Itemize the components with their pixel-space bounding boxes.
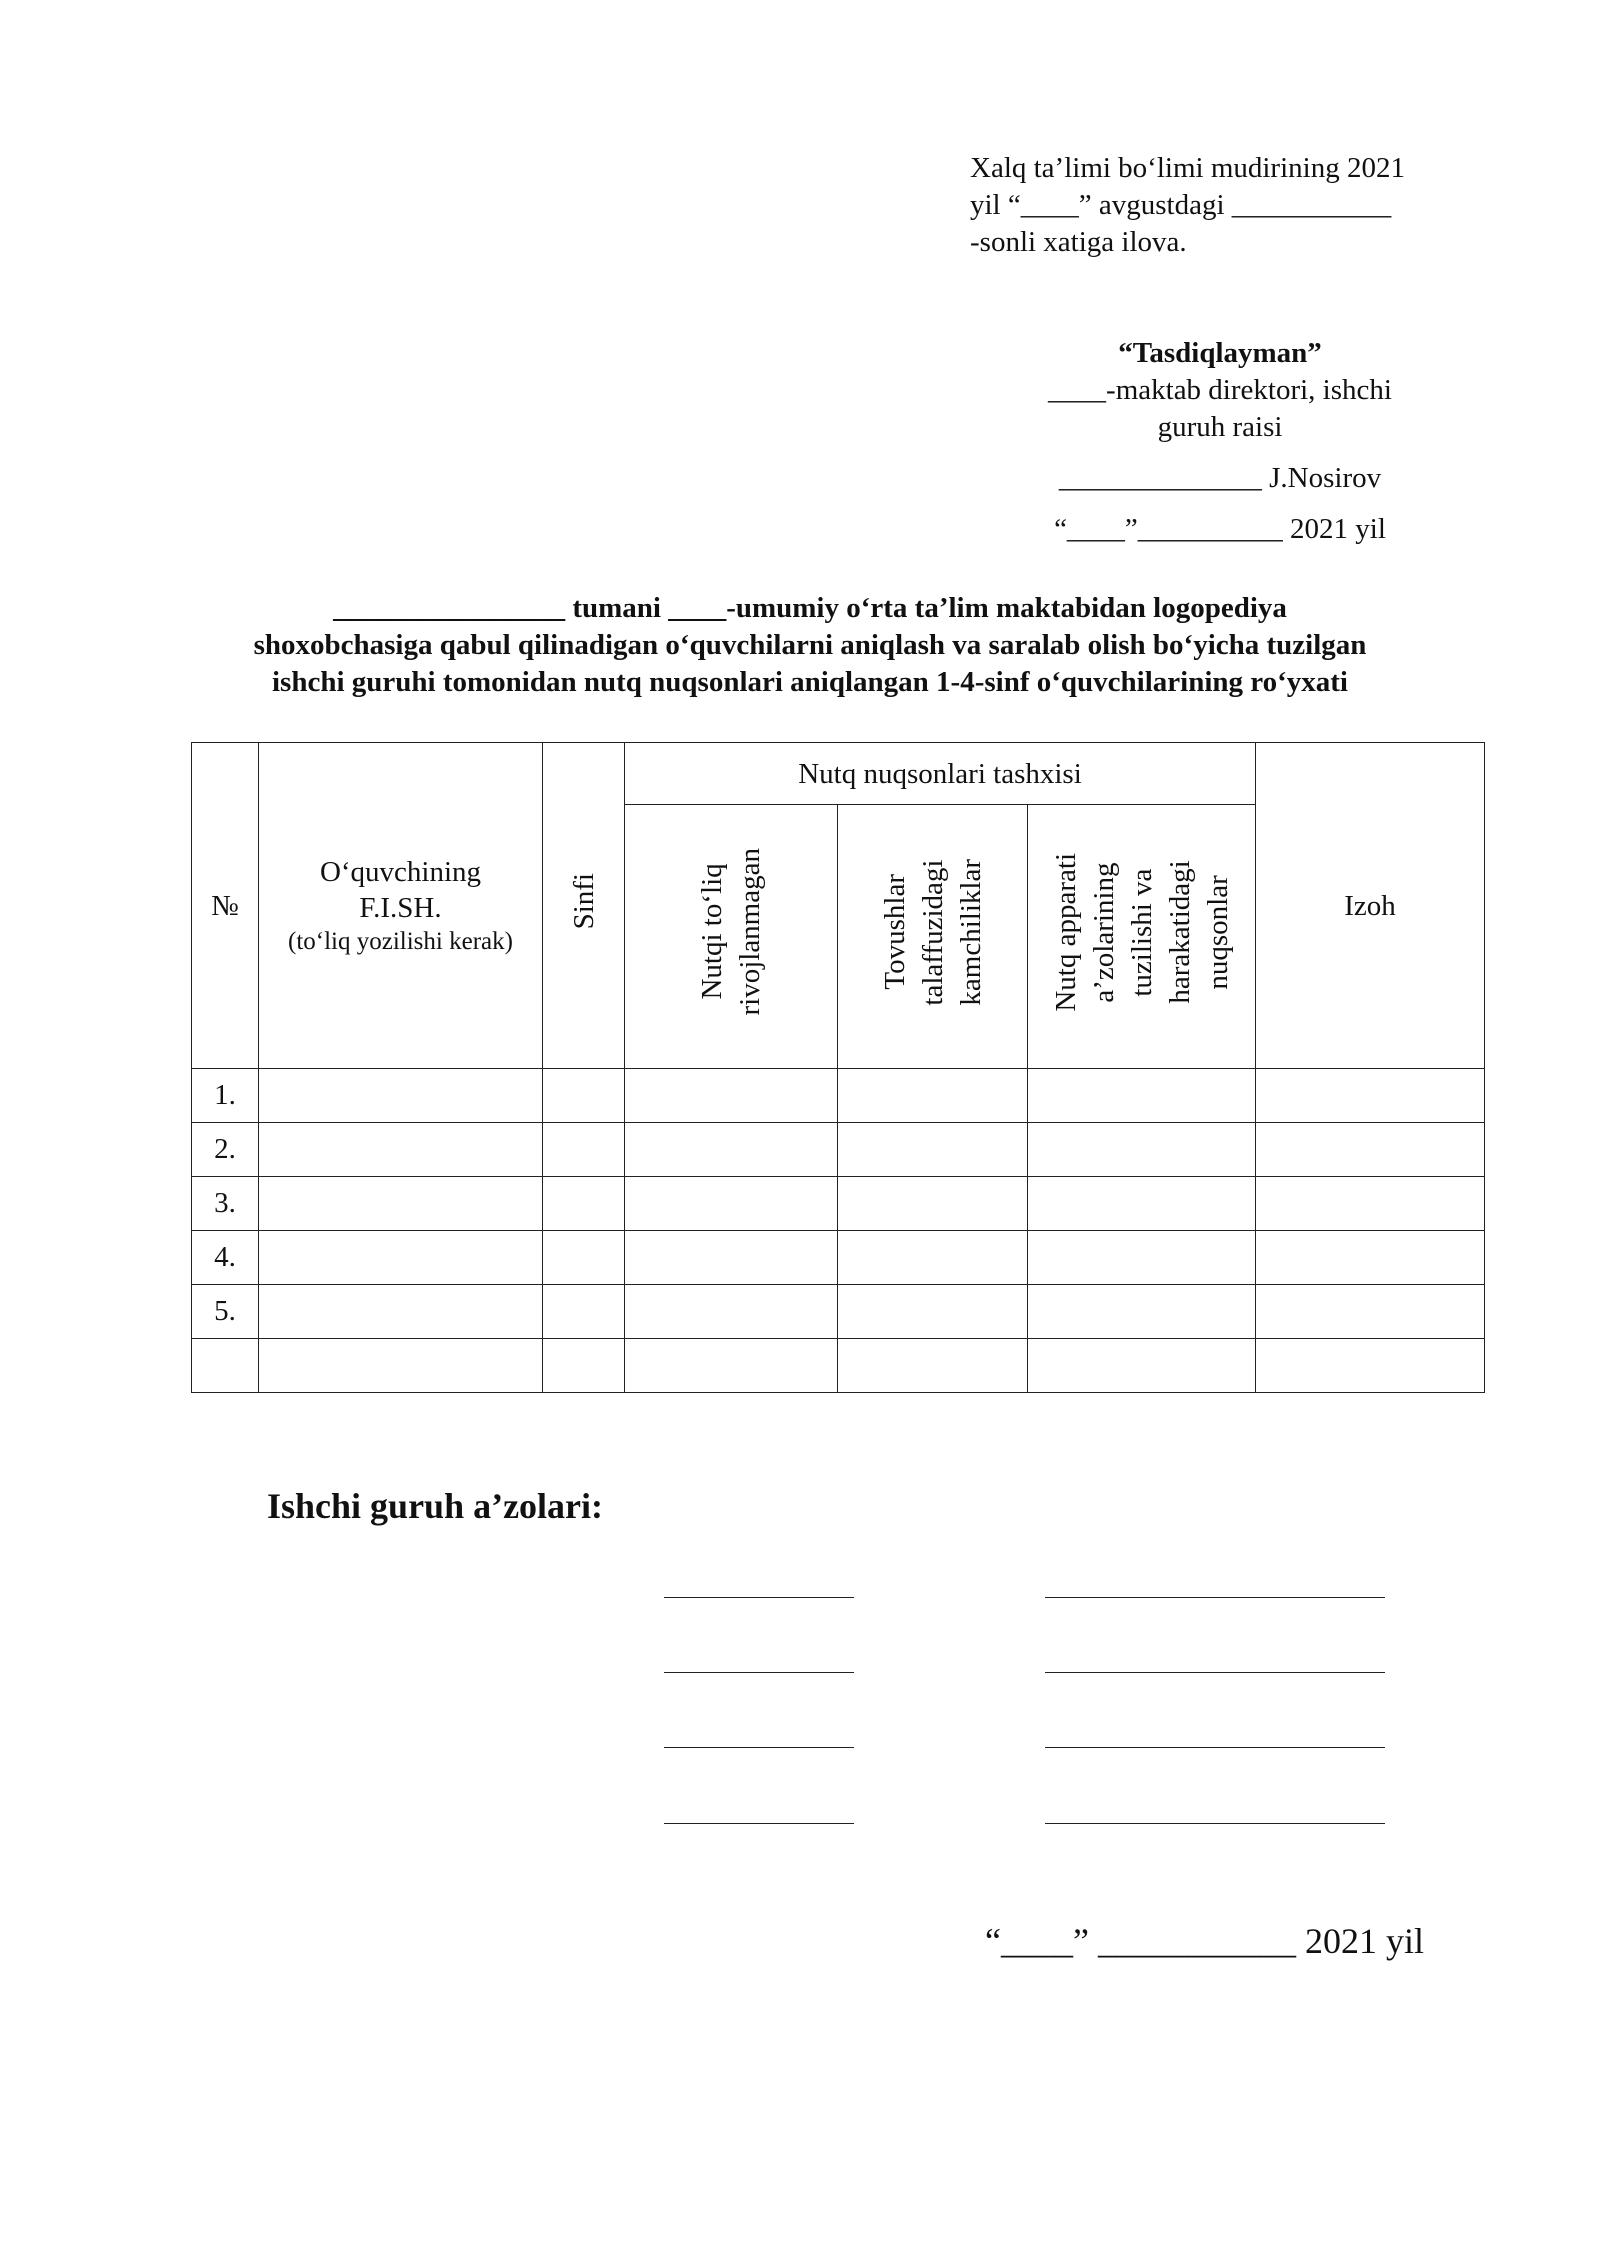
- reference-line-3: -sonli xatiga ilova.: [970, 226, 1187, 258]
- row-cell: [543, 1177, 625, 1231]
- row-cell: [625, 1177, 838, 1231]
- heading-line-1: ________________ tumani ____-umumiy o‘rta ta’lim maktabidan logopediya: [333, 592, 1287, 624]
- row-cell: [543, 1285, 625, 1339]
- document-heading: [160, 590, 1460, 701]
- row-cell: [259, 1285, 543, 1339]
- row-number: [192, 1339, 259, 1393]
- row-cell: [543, 1123, 625, 1177]
- row-cell: [838, 1069, 1028, 1123]
- member-name-line: [1045, 1823, 1385, 1824]
- student-list-table: [191, 742, 1485, 1393]
- header-class: [543, 743, 625, 1069]
- sub3-line-1: Nutq apparati: [1049, 852, 1082, 1012]
- table-row: [192, 1339, 1485, 1393]
- table-row: [192, 1069, 1485, 1123]
- table-row: [192, 1177, 1485, 1231]
- row-cell: [1256, 1285, 1485, 1339]
- row-cell: [1028, 1285, 1256, 1339]
- row-cell: [625, 1285, 838, 1339]
- row-number: 3.: [192, 1177, 259, 1231]
- member-short-signature-line: [664, 1597, 854, 1598]
- header-speech-apparatus-defects: [1028, 805, 1256, 1069]
- reference-line-2: yil “____” avgustdagi ___________: [970, 189, 1392, 221]
- footer-date: “____” ___________ 2021 yil: [985, 1921, 1424, 1961]
- row-cell: [259, 1339, 543, 1393]
- approval-line-2: guruh raisi: [1157, 411, 1283, 443]
- row-cell: [838, 1177, 1028, 1231]
- row-cell: [838, 1339, 1028, 1393]
- row-cell: [838, 1231, 1028, 1285]
- approval-line-1: ____-maktab direktori, ishchi: [1048, 374, 1392, 406]
- row-cell: [1256, 1123, 1485, 1177]
- heading-line-2: shoxobchasiga qabul qilinadigan o‘quvchilarni aniqlash va saralab olish bo‘yicha tuzilgan: [253, 629, 1367, 661]
- members-title: Ishchi guruh a’zolari:: [267, 1486, 604, 1526]
- row-number: 1.: [192, 1069, 259, 1123]
- member-short-signature-line: [664, 1672, 854, 1673]
- row-cell: [259, 1069, 543, 1123]
- member-name-line: [1045, 1747, 1385, 1748]
- row-cell: [625, 1123, 838, 1177]
- sub3-line-2: a’zolarining: [1087, 861, 1120, 1003]
- row-cell: [543, 1231, 625, 1285]
- sub3-line-4: harakatidagi: [1163, 860, 1196, 1004]
- row-cell: [543, 1339, 625, 1393]
- member-short-signature-line: [664, 1747, 854, 1748]
- table-row: [192, 1231, 1485, 1285]
- row-cell: [1028, 1069, 1256, 1123]
- row-cell: [625, 1339, 838, 1393]
- header-class-label: Sinfi: [567, 872, 600, 930]
- row-number: 2.: [192, 1123, 259, 1177]
- sub2-line-3: kamchiliklar: [954, 858, 987, 1006]
- header-diagnosis: Nutq nuqsonlari tashxisi: [625, 743, 1256, 805]
- sub2-line-2: talaffuzidagi: [916, 859, 949, 1006]
- sub2-line-1: Tovushlar: [878, 874, 911, 990]
- row-cell: [1028, 1339, 1256, 1393]
- row-cell: [1256, 1177, 1485, 1231]
- row-cell: [1256, 1231, 1485, 1285]
- header-underdeveloped-speech: [625, 805, 838, 1069]
- reference-note: [970, 150, 1450, 261]
- row-cell: [838, 1285, 1028, 1339]
- table-row: [192, 1123, 1485, 1177]
- row-cell: [1028, 1177, 1256, 1231]
- row-cell: [838, 1123, 1028, 1177]
- row-cell: [543, 1069, 625, 1123]
- header-student-name: [259, 743, 543, 1069]
- header-pronunciation-deficits: [838, 805, 1028, 1069]
- header-number: №: [192, 743, 259, 1069]
- sub3-line-3: tuzilishi va: [1125, 867, 1158, 997]
- approval-date: “____”__________ 2021 yil: [1054, 513, 1386, 545]
- row-cell: [259, 1177, 543, 1231]
- header-name-line-2: F.I.SH.: [359, 891, 442, 924]
- approval-title: “Tasdiqlayman”: [1118, 337, 1322, 369]
- sub1-line-2: rivojlanmagan: [734, 848, 766, 1016]
- row-cell: [1256, 1069, 1485, 1123]
- approval-signature: ______________ J.Nosirov: [1058, 462, 1382, 494]
- row-number: 5.: [192, 1285, 259, 1339]
- heading-line-3: ishchi guruhi tomonidan nutq nuqsonlari aniqlangan 1-4-sinf o‘quvchilarining ro‘yxati: [272, 666, 1348, 698]
- row-number: 4.: [192, 1231, 259, 1285]
- header-note: Izoh: [1256, 743, 1485, 1069]
- sub1-line-1: Nutqi to‘liq: [696, 863, 728, 1001]
- row-cell: [1256, 1339, 1485, 1393]
- row-cell: [625, 1231, 838, 1285]
- member-short-signature-line: [664, 1823, 854, 1824]
- header-name-line-1: O‘quvchining: [319, 855, 482, 888]
- member-name-line: [1045, 1672, 1385, 1673]
- row-cell: [625, 1069, 838, 1123]
- sub3-line-5: nuqsonlar: [1201, 874, 1234, 990]
- row-cell: [1028, 1231, 1256, 1285]
- row-cell: [259, 1123, 543, 1177]
- member-name-line: [1045, 1597, 1385, 1598]
- header-name-note: (to‘liq yozilishi kerak): [288, 927, 513, 955]
- row-cell: [259, 1231, 543, 1285]
- reference-line-1: Xalq ta’limi bo‘limi mudirining 2021: [970, 152, 1405, 184]
- row-cell: [1028, 1123, 1256, 1177]
- approval-block: [1000, 335, 1440, 548]
- table-row: [192, 1285, 1485, 1339]
